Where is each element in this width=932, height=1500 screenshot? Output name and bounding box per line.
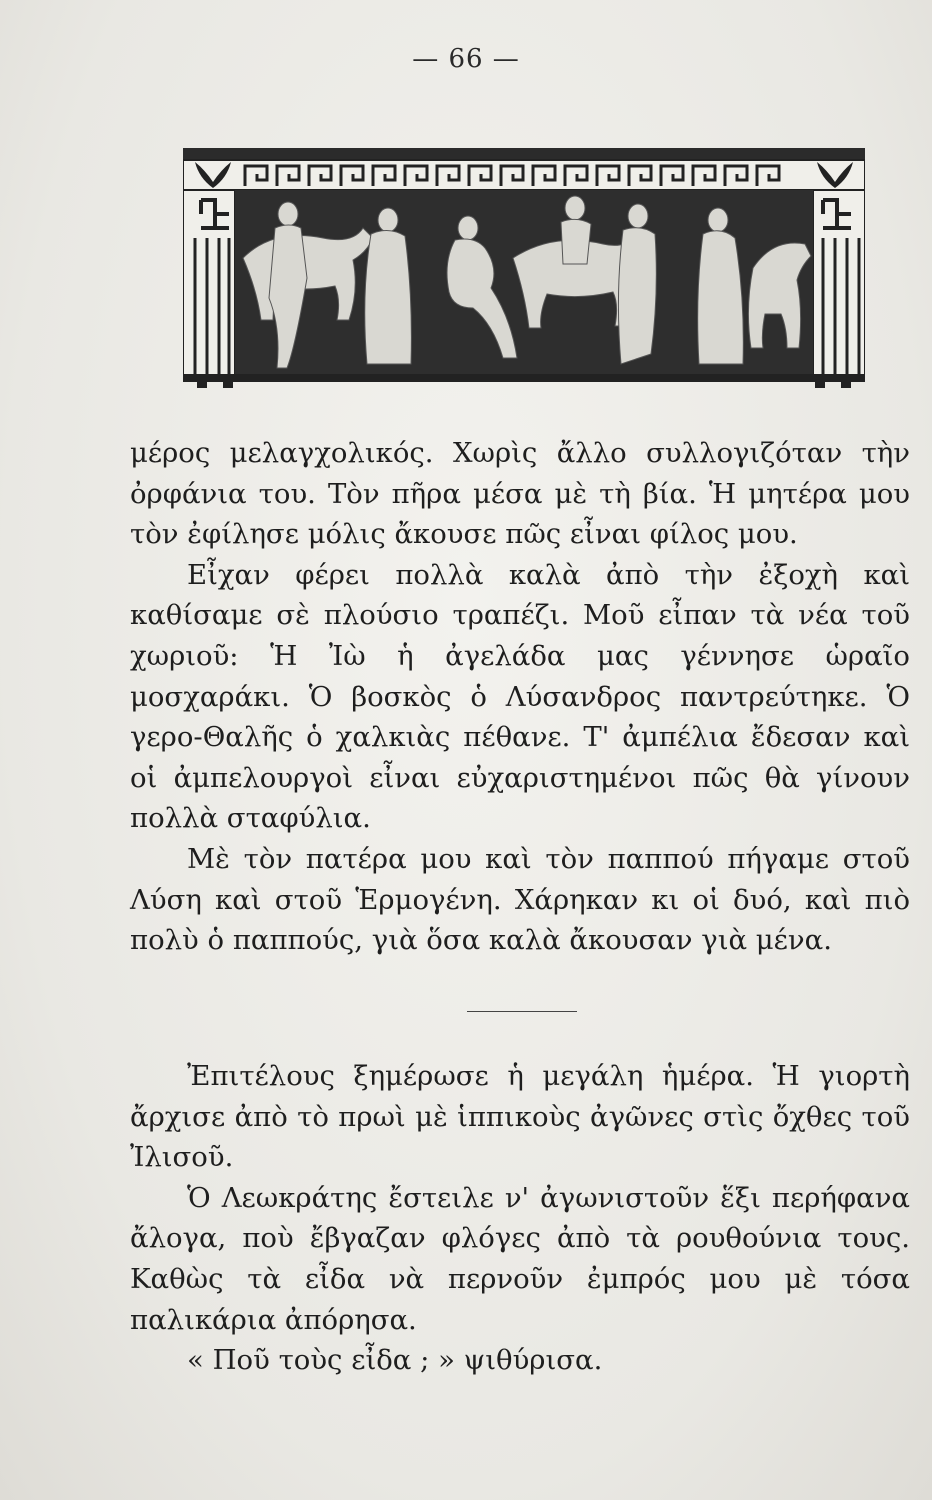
greek-frieze-illustration: [183, 148, 865, 388]
paragraph: Ἐπιτέλους ξημέρωσε ἡ μεγάλη ἡμέρα. Ἡ γιορτὴ ἄρχισε ἀπὸ τὸ πρωὶ μὲ ἱππικοὺς ἀγῶνες στὶς ὄχθες τοῦ Ἰλισοῦ.: [130, 1060, 910, 1174]
paragraph: Εἶχαν φέρει πολλὰ καλὰ ἀπὸ τὴν ἐξοχὴ καὶ καθίσαμε σὲ πλούσιο τραπέζι. Μοῦ εἶπαν τὰ νέα τοῦ χωριοῦ: Ἡ Ἰὼ ἡ ἀγελάδα μας γέννησε ὡραῖο μοσχαράκι. Ὁ βοσκὸς ὁ Λύσανδρος παντρεύτηκε. Ὁ γερο-Θαλῆς ὁ χαλκιὰς πέθανε. Τ' ἀμπέλια ἔδεσαν καὶ οἱ ἀμπελουργοὶ εἶναι εὐχαριστημένοι πῶς θὰ γίνουν πολλὰ σταφύλια.: [130, 558, 910, 835]
page-number: — 66 —: [412, 44, 520, 74]
paragraph: « Ποῦ τοὺς εἶδα ; » ψιθύρισα.: [187, 1344, 603, 1377]
section-divider: [467, 1011, 577, 1012]
paragraph: Ὁ Λεωκράτης ἔστειλε ν' ἀγωνιστοῦν ἕξι περήφανα ἄλογα, ποὺ ἔβγαζαν φλόγες ἀπὸ τὰ ρουθούνια τους. Καθὼς τὰ εἶδα νὰ περνοῦν ἐμπρός μου μὲ τόσα παλικάρια ἀπόρησα.: [130, 1181, 910, 1336]
paragraph: μέρος μελαγχολικός. Χωρὶς ἄλλο συλλογιζόταν τὴν ὀρφάνια του. Τὸν πῆρα μέσα μὲ τὴ βία. Ἡ μητέρα μου τὸν ἐφίλησε μόλις ἄκουσε πῶς εἶναι φίλος μου.: [130, 437, 910, 551]
main-text-section-2: [130, 1056, 910, 1381]
main-text-section-1: [130, 433, 910, 961]
paragraph: Μὲ τὸν πατέρα μου καὶ τὸν παππού πήγαμε στοῦ Λύση καὶ στοῦ Ἑρμογένη. Χάρηκαν κι οἱ δυό, καὶ πιὸ πολὺ ὁ παππούς, γιὰ ὅσα καλὰ ἄκουσαν γιὰ μένα.: [130, 842, 910, 957]
